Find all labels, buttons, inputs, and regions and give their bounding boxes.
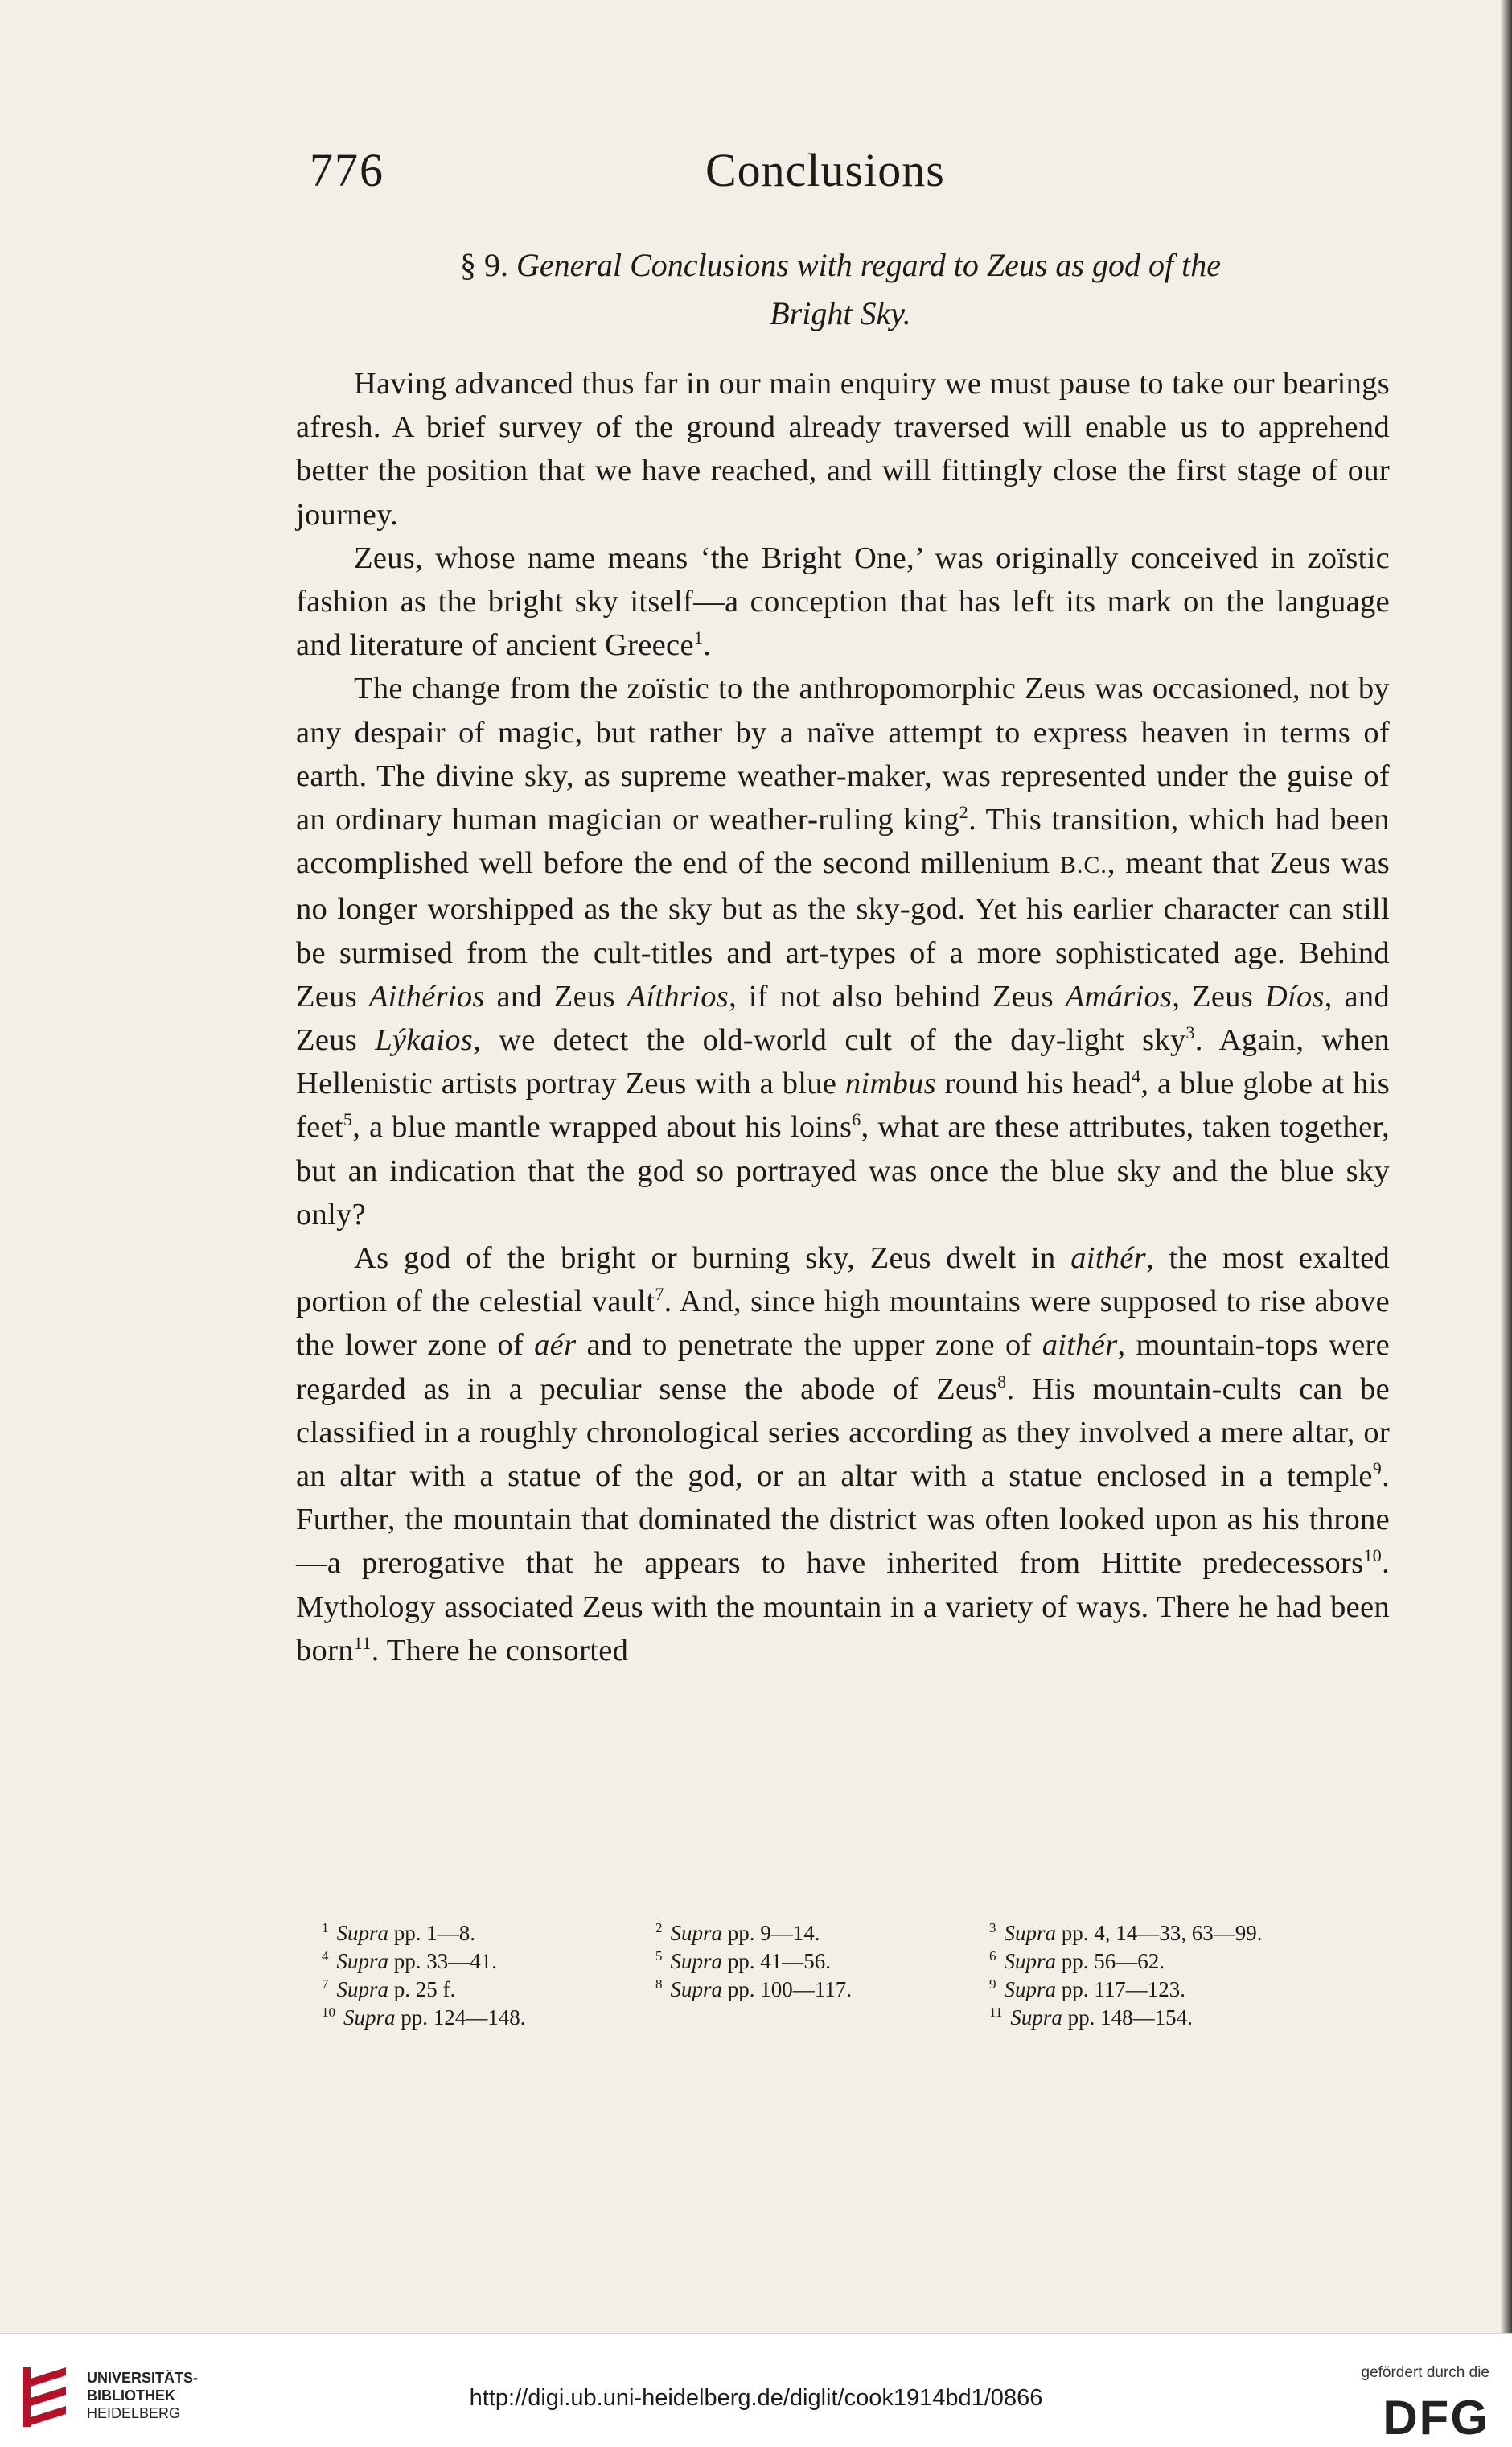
footnote-ref[interactable]: 8	[997, 1371, 1007, 1392]
paragraph-3: The change from the zoïstic to the anthropomorphic Zeus was occasioned, not by any despair of magic, but rather by a naïve attempt to express heaven in terms of earth. The divine sky, as supreme weather-maker, was represented under the guise of an ordinary human magician or weather-ruling king$^2$. This transition, which had been accomplished well before the end of the second millenium B.C., meant that Zeus was no longer worshipped as the sky but as the sky-god. Yet his earlier character can still be surmised from the cult-titles and art-types of a more sophisticated age. Behind Zeus Aithérios and Zeus Aíthrios, if not also behind Zeus Amários, Zeus Díos, and Zeus Lýkaios, we detect the old-world cult of the day-light sky$^3$. Again, when Hellenistic artists portray Zeus with a blue nimbus round his head$^4$, a blue globe at his feet$^5$, a blue mantle wrapped about his loins$^6$, what are these attributes, taken together, but an indication that the god so portrayed was once the blue sky and the blue sky only?	[296, 672, 1391, 1232]
footnote-ref[interactable]: 11	[353, 1633, 372, 1654]
paragraph-2: Zeus, whose name means ‘the Bright One,’ was originally conceived in zoïstic fashion as the bright sky itself—a conception that has left its mark on the language and literature of ancient Greece$^1$.	[296, 541, 1390, 663]
footnote-ref[interactable]: 7	[655, 1284, 664, 1305]
footer-bar	[0, 2333, 1512, 2447]
footnote-ref[interactable]: 1	[693, 627, 704, 648]
footnote-row	[322, 1919, 1383, 1947]
footnote-ref[interactable]: 3	[1185, 1022, 1195, 1043]
section-title-line1: General Conclusions with regard to Zeus as god of the	[516, 247, 1221, 283]
dfg-logo: DFG	[1383, 2391, 1489, 2445]
section-heading	[294, 241, 1387, 338]
section-number: § 9.	[460, 247, 509, 283]
footnote: $^1$ Supra pp. 1—8.	[322, 1920, 476, 1945]
footnote: $^3$ Supra pp. 4, 14—33, 63—99.	[989, 1920, 1263, 1945]
footnote-ref[interactable]: 2	[959, 802, 969, 823]
sponsor-label: gefördert durch die	[1361, 2364, 1489, 2381]
footnotes	[322, 1919, 1383, 2032]
footnote-row	[322, 1976, 1383, 2004]
footnote-ref[interactable]: 4	[1132, 1066, 1141, 1087]
footnote: $^9$ Supra pp. 117—123.	[989, 1976, 1186, 2001]
footnote-ref[interactable]: 9	[1372, 1458, 1383, 1479]
footnote: $^{11}$ Supra pp. 148—154.	[989, 2005, 1193, 2030]
footnote: $^4$ Supra pp. 33—41.	[322, 1948, 498, 1973]
footnote: $^2$ Supra pp. 9—14.	[655, 1920, 820, 1945]
page-header	[294, 143, 1387, 216]
footnote-ref[interactable]: 6	[852, 1109, 861, 1130]
running-title: Conclusions	[705, 144, 945, 196]
footnote-ref[interactable]: 5	[343, 1109, 353, 1130]
footnote: $^8$ Supra pp. 100—117.	[655, 1976, 853, 2001]
permalink-url[interactable]: http://digi.ub.uni-heidelberg.de/diglit/cook1914bd1/0866	[469, 2385, 1043, 2411]
footnote: $^7$ Supra p. 25 f.	[322, 1976, 456, 2001]
footnote: $^6$ Supra pp. 56—62.	[989, 1948, 1165, 1973]
library-name: UNIVERSITÄTS- BIBLIOTHEK HEIDELBERG	[87, 2370, 199, 2421]
paragraph-4: As god of the bright or burning sky, Zeus dwelt in aithér, the most exalted portion of the celestial vault$^7$. And, since high mountains were supposed to rise above the lower zone of aér and to penetrate the upper zone of aithér, mountain-tops were regarded as in a peculiar sense the abode of Zeus$^8$. His mountain-cults can be classified in a roughly chronological series according as they involved a mere altar, or an altar with a statue of the god, or an altar with a statue enclosed in a temple$^9$. Further, the mountain that dominated the district was often looked upon as his throne—a prerogative that he appears to have inherited from Hittite predecessors$^{10}$. Mythology associated Zeus with the mountain in a variety of ways. There he had been born$^{11}$. There he consorted	[296, 1241, 1391, 1668]
footnote-row	[322, 1947, 1383, 1976]
body-text	[296, 362, 1390, 1672]
footnote: $^{10}$ Supra pp. 124—148.	[322, 2005, 526, 2030]
footnote	[655, 2004, 989, 2032]
page-number: 776	[310, 144, 384, 196]
page-edge-shadow	[1501, 0, 1512, 2333]
footnote: $^5$ Supra pp. 41—56.	[655, 1948, 832, 1973]
paragraph-1: Having advanced thus far in our main enquiry we must pause to take our bearings afresh. A brief survey of the ground already traversed will enable us to apprehend better the position that we have reached, and will fittingly close the first stage of our journey.	[296, 367, 1390, 532]
footnote-row	[322, 2004, 1383, 2032]
footnote-ref[interactable]: 10	[1363, 1545, 1383, 1566]
section-title-line2: Bright Sky.	[770, 295, 911, 331]
